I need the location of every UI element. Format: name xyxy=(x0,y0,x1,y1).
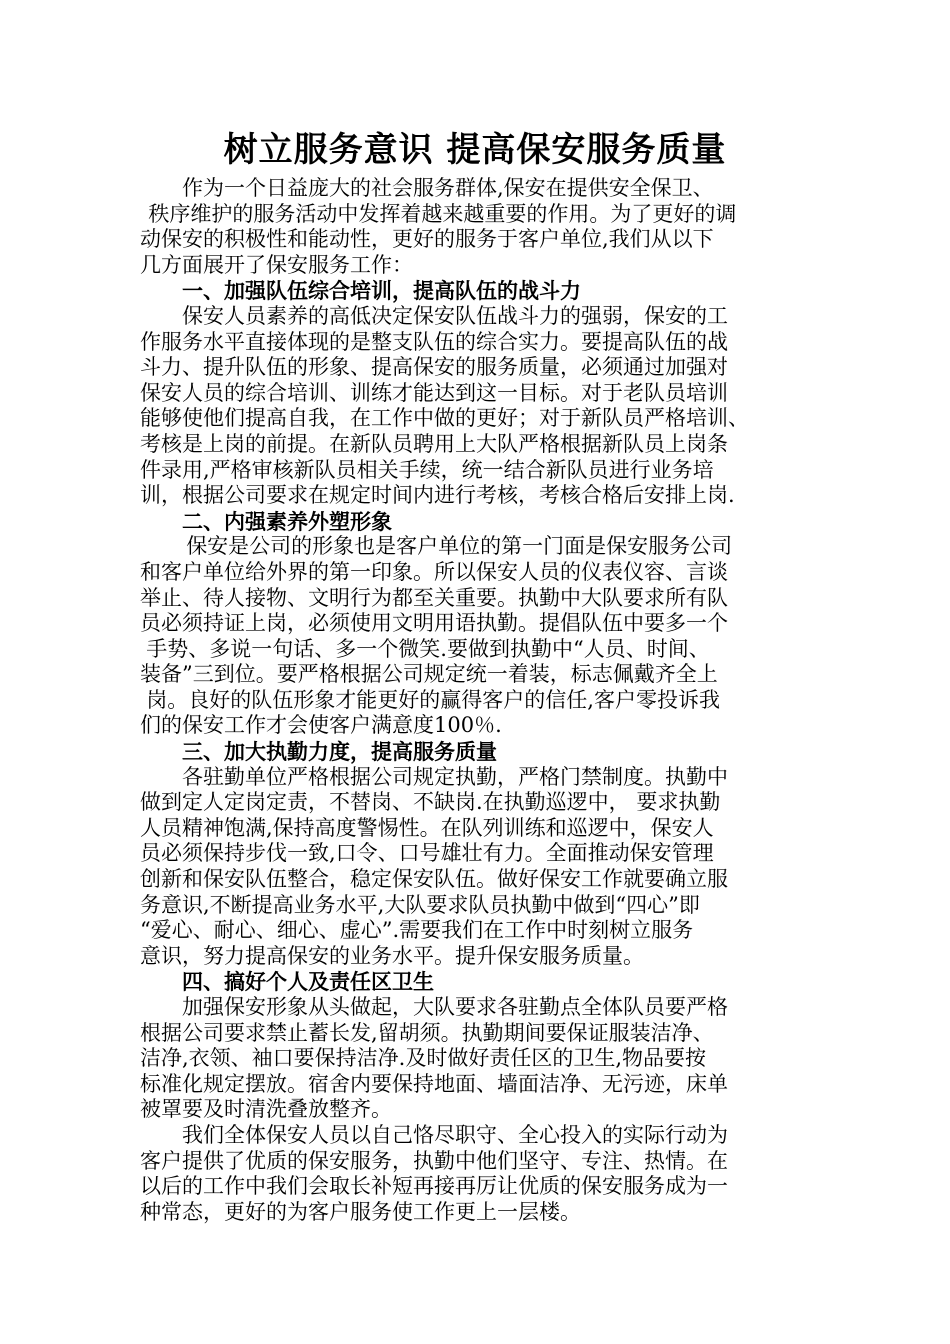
section-heading: 二、内强素养外塑形象 xyxy=(182,508,392,534)
body-text-line: 人员精神饱满,保持高度警惕性。在队列训练和巡逻中，保安人 xyxy=(140,815,714,840)
body-text-line: 标准化规定摆放。宿舍内要保持地面、墙面洁净、无污迹，床单 xyxy=(140,1071,728,1096)
body-text-line: 作服务水平直接体现的是整支队伍的综合实力。要提高队伍的战 xyxy=(140,329,728,354)
body-text-line: 举止、待人接物、文明行为都至关重要。执勤中大队要求所有队 xyxy=(140,585,728,610)
body-text-line: 岗。良好的队伍形象才能更好的赢得客户的信任,客户零投诉我 xyxy=(146,687,720,712)
body-text-line: 以后的工作中我们会取长补短再接再厉让优质的保安服务成为一 xyxy=(140,1174,728,1199)
body-text-line: 员必须保持步伐一致,口令、口号雄壮有力。全面推动保安管理 xyxy=(140,841,714,866)
body-text-line: 做到定人定岗定责，不替岗、不缺岗.在执勤巡逻中， 要求执勤 xyxy=(140,790,721,815)
body-text-line: 保安人员素养的高低决定保安队伍战斗力的强弱，保安的工 xyxy=(182,303,728,328)
body-text-line: 装备”三到位。要严格根据公司规定统一着装，标志佩戴齐全上 xyxy=(140,662,718,687)
body-text-line: 训，根据公司要求在规定时间内进行考核，考核合格后安排上岗. xyxy=(140,483,735,508)
body-text-line: 员必须持证上岗，必须使用文明用语执勤。提倡队伍中要多一个 xyxy=(140,611,728,636)
body-text-line: 考核是上岗的前提。在新队员聘用上大队严格根据新队员上岗条 xyxy=(140,431,728,456)
body-text-line: 斗力、提升队伍的形象、提高保安的服务质量，必须通过加强对 xyxy=(140,355,728,380)
document-body xyxy=(140,176,820,1225)
body-text-line: 种常态，更好的为客户服务使工作更上一层楼。 xyxy=(140,1199,581,1224)
body-text-line: 们的保安工作才会使客户满意度100％. xyxy=(140,713,502,738)
body-text-line: 手势、多说一句话、多一个微笑.要做到执勤中“人员、时间、 xyxy=(146,636,710,661)
section-heading: 一、加强队伍综合培训，提高队伍的战斗力 xyxy=(182,278,581,304)
body-text-line: 能够使他们提高自我，在工作中做的更好；对于新队员严格培训、 xyxy=(140,406,749,431)
body-text-line: 根据公司要求禁止蓄长发,留胡须。执勤期间要保证服装洁净、 xyxy=(140,1020,714,1045)
body-text-line: 秩序维护的服务活动中发挥着越来越重要的作用。为了更好的调 xyxy=(148,201,737,226)
body-text-line: 我们全体保安人员以自己恪尽职守、全心投入的实际行动为 xyxy=(182,1122,728,1147)
body-text-line: 几方面展开了保安服务工作： xyxy=(140,252,413,277)
body-text-line: 各驻勤单位严格根据公司规定执勤，严格门禁制度。执勤中 xyxy=(182,764,728,789)
body-text-line: 动保安的积极性和能动性，更好的服务于客户单位,我们从以下 xyxy=(140,227,714,252)
body-text-line: 洁净,衣领、袖口要保持洁净.及时做好责任区的卫生,物品要按 xyxy=(140,1046,707,1071)
body-text-line: 被罩要及时清洗叠放整齐。 xyxy=(140,1097,392,1122)
body-text-line: “爱心、耐心、细心、虚心”.需要我们在工作中时刻树立服务 xyxy=(140,918,694,943)
section-heading: 三、加大执勤力度，提高服务质量 xyxy=(182,739,497,765)
body-text-line: 保安人员的综合培训、训练才能达到这一目标。对于老队员培训 xyxy=(140,380,728,405)
body-text-line: 保安是公司的形象也是客户单位的第一门面是保安服务公司 xyxy=(186,534,733,559)
document-title: 树立服务意识 提高保安服务质量 xyxy=(223,130,727,170)
body-text-line: 作为一个日益庞大的社会服务群体,保安在提供安全保卫、 xyxy=(182,176,714,200)
body-text-line: 务意识,不断提高业务水平,大队要求队员执勤中做到“四心”即 xyxy=(140,892,700,917)
section-heading: 四、搞好个人及责任区卫生 xyxy=(182,969,434,995)
body-text-line: 加强保安形象从头做起，大队要求各驻勤点全体队员要严格 xyxy=(182,995,728,1019)
body-text-line: 创新和保安队伍整合，稳定保安队伍。做好保安工作就要确立服 xyxy=(140,867,728,892)
body-text-line: 客户提供了优质的保安服务，执勤中他们坚守、专注、热情。在 xyxy=(140,1148,728,1173)
body-text-line: 和客户单位给外界的第一印象。所以保安人员的仪表仪容、言谈 xyxy=(140,559,728,584)
body-text-line: 件录用,严格审核新队员相关手续，统一结合新队员进行业务培 xyxy=(140,457,714,482)
body-text-line: 意识，努力提高保安的业务水平。提升保安服务质量。 xyxy=(140,943,644,968)
